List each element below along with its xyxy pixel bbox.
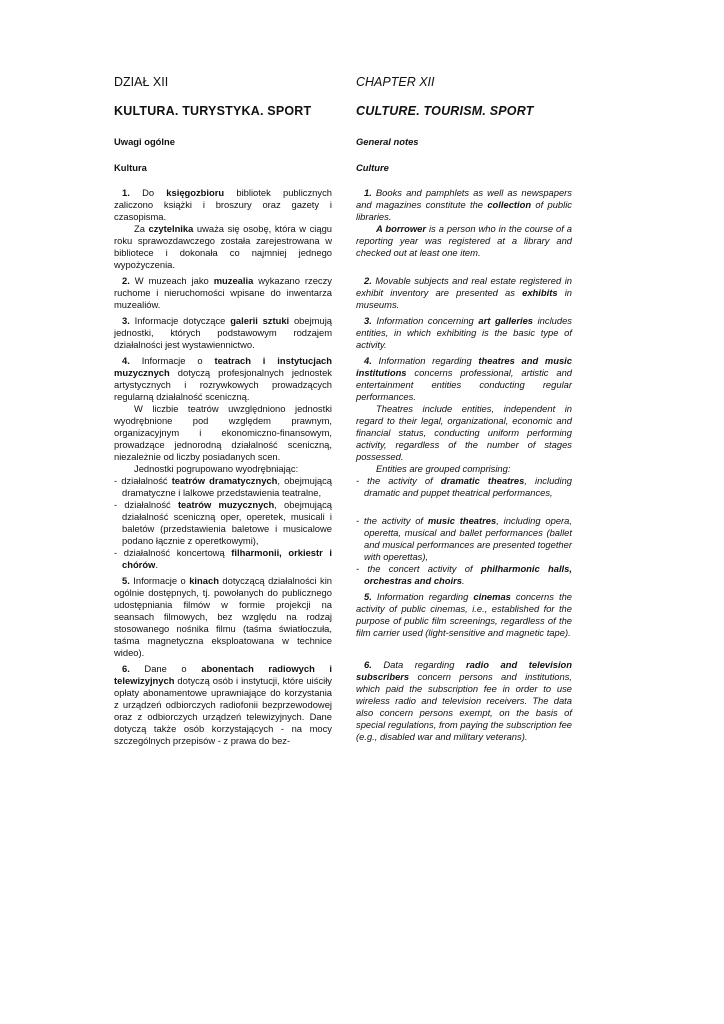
note-1-pl: 1. Do księgozbioru bibliotek publicznych zaliczono książki i broszury oraz gazety i czasopisma. bbox=[114, 187, 332, 222]
note-4c-pl: Jednostki pogrupowano wyodrębniając: bbox=[134, 463, 299, 474]
bullet-concert-pl: - działalność koncertową filharmonii, orkiestr i chórów. bbox=[114, 547, 332, 570]
bullet-music-en: - the activity of music theatres, including opera, operetta, musical and ballet performances (ballet and musical performances are presented together with operettas), bbox=[356, 515, 572, 562]
note-3-en: 3. Information concerning art galleries includes entities, in which exhibiting is the basic type of activity. bbox=[356, 315, 572, 350]
chapter-heading-pl: DZIAŁ XII bbox=[114, 75, 169, 89]
chapter-heading-en: CHAPTER XII bbox=[356, 75, 435, 89]
note-1b-en: A borrower is a person who in the course of a reporting year was registered at a library and checked out at least one item. bbox=[356, 223, 572, 258]
bullet-music-pl: - działalność teatrów muzycznych, obejmującą działalność sceniczną oper, operetek, musicali i baletów (przedstawienia baletowe i musicalowe podano łącznie z operetkowymi), bbox=[114, 499, 332, 546]
bullet-dramatic-pl: - działalność teatrów dramatycznych, obejmującą dramatyczne i lalkowe przedstawienia teatralne, bbox=[114, 475, 333, 498]
english-column bbox=[356, 74, 572, 743]
general-notes-heading-en: General notes bbox=[356, 136, 419, 147]
bullet-concert-en: - the concert activity of philharmonic halls, orchestras and choirs. bbox=[356, 563, 572, 586]
note-4-en: 4. Information regarding theatres and music institutions concerns professional, artistic and entertainment entities conducting regular performances. bbox=[356, 355, 572, 402]
general-notes-heading-pl: Uwagi ogólne bbox=[114, 136, 175, 147]
chapter-title-pl: KULTURA. TURYSTYKA. SPORT bbox=[114, 104, 312, 118]
note-4b-pl: W liczbie teatrów uwzględniono jednostki wyodrębnione pod względem prawnym, organizacyjnym i ekonomiczno-finansowym, prowadzące jednorodną działalność sceniczną, niezależnie od liczby posiadanych scen. bbox=[114, 403, 332, 462]
note-2-en: 2. Movable subjects and real estate registered in exhibit inventory are presented as exhibits in museums. bbox=[356, 275, 573, 310]
note-1b-pl: Za czytelnika uważa się osobę, która w ciągu roku sprawozdawczego została zarejestrowana w bibliotece i dokonała co najmniej jednego wypożyczenia. bbox=[114, 223, 333, 270]
note-2-pl: 2. W muzeach jako muzealia wykazano rzeczy ruchome i nieruchomości wpisane do inwentarza muzealiów. bbox=[114, 275, 332, 310]
note-3-pl: 3. Informacje dotyczące galerii sztuki obejmują jednostki, których podstawowym rodzajem działalności jest wystawiennictwo. bbox=[114, 315, 333, 350]
chapter-title-en: CULTURE. TOURISM. SPORT bbox=[356, 104, 534, 118]
culture-subheading-pl: Kultura bbox=[114, 162, 147, 173]
culture-subheading-en: Culture bbox=[356, 162, 389, 173]
note-5-en: 5. Information regarding cinemas concerns the activity of public cinemas, i.e., established for the purpose of public film screenings, regardless of the film carrier used (light-sensitive and magnetic tape). bbox=[356, 591, 572, 638]
polish-column bbox=[114, 74, 332, 747]
note-1-en: 1. Books and pamphlets as well as newspapers and magazines constitute the collection of public libraries. bbox=[356, 187, 572, 222]
note-6-en: 6. Data regarding radio and television subscribers concern persons and institutions, which paid the subscription fee in order to use wireless radio and television receivers. The data also concern persons exempt, on the basis of special regulations, from paying the subscription fee (e.g., disabled war and military veterans). bbox=[356, 659, 572, 742]
note-4b-en: Theatres include entities, independent in regard to their legal, organizational, economic and financial status, conducting uniform performing activity, regardless of the number of stages possessed. bbox=[356, 403, 572, 462]
bullet-dramatic-en: - the activity of dramatic theatres, including dramatic and puppet theatrical performances, bbox=[356, 475, 573, 498]
note-4-pl: 4. Informacje o teatrach i instytucjach muzycznych dotyczą profesjonalnych jednostek artystycznych i rozrywkowych prowadzących regularną działalność sceniczną. bbox=[114, 355, 332, 402]
note-5-pl: 5. Informacje o kinach dotyczącą działalności kin ogólnie dostępnych, tj. powołanych do publicznego udostępniania filmów w formie projekcji na seansach filmowych, bez względu na rodzaj stosowanego nośnika filmu (taśma światłoczuła, taśma magnetyczna eksploatowana w technice wideo). bbox=[114, 575, 332, 658]
note-4c-en: Entities are grouped comprising: bbox=[376, 463, 511, 474]
note-6-pl: 6. Dane o abonentach radiowych i telewizyjnych dotyczą osób i instytucji, które uiściły opłaty abonamentowe uprawniające do korzystania z urządzeń odbiorczych radiofonii bezprzewodowej oraz z odbiorczych urządzeń telewizyjnych. Dane dotyczą także osób korzystających - na mocy szczególnych przepisów - z prawa do bez- bbox=[114, 663, 332, 746]
